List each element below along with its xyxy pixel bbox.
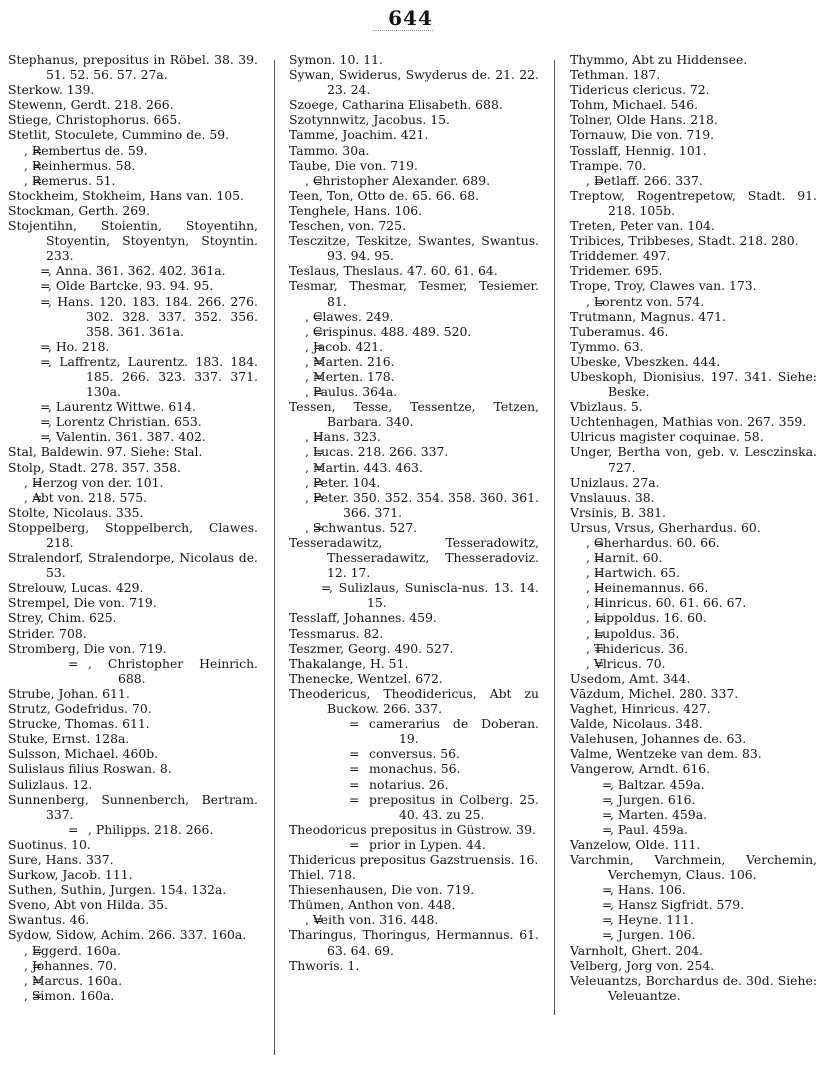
index-entry: Theodoricus prepositus in Güstrow. 39. — [289, 821, 536, 837]
index-entry: Tharingus, Thoringus, Hermannus. 61. 63. 64. 69. — [289, 927, 539, 958]
index-entry: Sydow, Sidow, Achim. 266. 337. 160a. — [8, 927, 247, 943]
index-entry: Thiesenhausen, Die von. 719. — [289, 882, 475, 898]
index-entry: Tuberamus. 46. — [570, 323, 669, 339]
index-entry: Thenecke, Wentzel. 672. — [289, 670, 443, 686]
index-subentry: = , Hinricus. 60. 61. 66. 67. — [570, 595, 817, 610]
index-subentry: = , Marten. 216. — [289, 354, 539, 369]
index-entry: Sywan, Swiderus, Swyderus de. 21. 22. 23. 24. — [289, 67, 539, 98]
index-subentry: = , Peter. 104. — [289, 475, 539, 490]
index-subentry: = , Gherhardus. 60. 66. — [570, 535, 817, 550]
index-subentry: = , Hansz Sigfridt. 579. — [570, 897, 817, 912]
index-subentry: = , Merten. 178. — [289, 369, 539, 384]
index-entry: Stolp, Stadt. 278. 357. 358. — [8, 459, 181, 475]
index-entry: Strey, Chim. 625. — [8, 610, 117, 626]
index-subentry: = , Simon. 160a. — [8, 988, 258, 1003]
index-entry: Stewenn, Gerdt. 218. 266. — [8, 97, 174, 113]
index-entry: Stuke, Ernst. 128a. — [8, 731, 130, 747]
index-entry: Tesmar, Thesmar, Tesmer, Tesiemer. 81. — [289, 278, 539, 309]
index-entry: Treptow, Rogentrepetow, Stadt. 91. 218. 105b. — [570, 187, 817, 218]
index-entry: Sulsson, Michael. 460b. — [8, 746, 159, 762]
index-column-3 — [570, 52, 817, 1003]
index-entry: Sveno, Abt von Hilda. 35. — [8, 897, 168, 913]
index-subentry: = , Peter. 350. 352. 354. 358. 360. 361. 366. 371. — [289, 490, 539, 520]
index-entry: Trampe. 70. — [570, 157, 647, 173]
index-entry: Surkow, Jacob. 111. — [8, 867, 133, 883]
index-entry: Unger, Bertha von, geb. v. Lesczinska. 727. — [570, 444, 817, 475]
index-entry: Taube, Die von. 719. — [289, 157, 418, 173]
index-subentry: = , Valentin. 361. 387. 402. — [8, 429, 258, 444]
index-entry: Tesseradawitz, Tesseradowitz, Thesseradawitz, Thesseradoviz. 12. 17. — [289, 535, 539, 581]
index-subentry: = , Jurgen. 616. — [570, 792, 817, 807]
index-subentry: = prior in Lypen. 44. — [289, 837, 539, 852]
index-subentry: = , Lorentz von. 574. — [570, 294, 817, 309]
index-entry: Sterkow. 139. — [8, 82, 95, 98]
column-separator-2 — [554, 60, 555, 1015]
index-entry: Tribices, Tribbeses, Stadt. 218. 280. — [570, 233, 799, 249]
index-entry: Tymmo. 63. — [570, 338, 644, 354]
index-entry: Szoege, Catharina Elisabeth. 688. — [289, 97, 503, 113]
index-subentry: = , Remerus. 51. — [8, 173, 258, 188]
index-entry: Teslaus, Theslaus. 47. 60. 61. 64. — [289, 263, 498, 279]
index-entry: Trutmann, Magnus. 471. — [570, 308, 726, 324]
index-entry: Stockheim, Stokheim, Hans van. 105. — [8, 187, 244, 203]
index-entry: Treten, Peter van. 104. — [570, 218, 715, 234]
index-entry: Sunnenberg, Sunnenberch, Bertram. 337. — [8, 791, 258, 822]
index-entry: Strutz, Godefridus. 70. — [8, 701, 152, 717]
index-entry: Szotynnwitz, Jacobus. 15. — [289, 112, 450, 128]
index-entry: Unizlaus. 27a. — [570, 474, 660, 490]
index-subentry: = , Lucas. 218. 266. 337. — [289, 444, 539, 459]
index-entry: Varchmin, Varchmein, Verchemin, Verchemyn, Claus. 106. — [570, 851, 817, 883]
header-rule — [373, 30, 433, 31]
index-entry: Stockman, Gerth. 269. — [8, 202, 150, 218]
index-subentry: = , Crispinus. 488. 489. 520. — [289, 324, 539, 339]
index-subentry: = prepositus in Colberg. 25. 40. 43. zu 25. — [289, 792, 539, 822]
index-entry: Swantus. 46. — [8, 912, 90, 928]
index-subentry: = , Detlaff. 266. 337. — [570, 173, 817, 188]
index-entry: Thymmo, Abt zu Hiddensee. — [570, 52, 748, 67]
index-entry: Thakalange, H. 51. — [289, 655, 409, 671]
index-subentry: = , Jacob. 421. — [289, 339, 539, 354]
index-entry: Tidericus clericus. 72. — [570, 82, 710, 98]
index-subentry: = , Johannes. 70. — [8, 958, 258, 973]
index-entry: Symon. 10. 11. — [289, 52, 383, 67]
index-entry: Vnslauus. 38. — [570, 489, 655, 505]
index-entry: Vaghet, Hinricus. 427. — [570, 701, 711, 717]
index-entry: Vangerow, Arndt. 616. — [570, 761, 711, 777]
index-entry: Stal, Baldewin. 97. Siehe: Stal. — [8, 444, 203, 460]
index-entry: Trope, Troy, Clawes van. 173. — [570, 278, 757, 294]
index-entry: Varnholt, Ghert. 204. — [570, 942, 703, 958]
index-entry: Strelouw, Lucas. 429. — [8, 580, 144, 596]
index-entry: Stiege, Christophorus. 665. — [8, 112, 182, 128]
index-entry: Tethman. 187. — [570, 67, 661, 83]
index-subentry: = , Laurentz Wittwe. 614. — [8, 399, 258, 414]
index-subentry: = , Lippoldus. 16. 60. — [570, 610, 817, 625]
index-subentry: = , Marten. 459a. — [570, 807, 817, 822]
index-subentry: = , Thidericus. 36. — [570, 641, 817, 656]
index-subentry: = , Heyne. 111. — [570, 912, 817, 927]
index-subentry: = notarius. 26. — [289, 777, 539, 792]
index-entry: Veleuantzs, Borchardus de. 30d. Siehe: Veleuantze. — [570, 972, 817, 1003]
index-subentry: = , Sulizlaus, Suniscla-nus. 13. 14. 15. — [289, 580, 539, 610]
index-entry: Stoppelberg, Stoppelberch, Clawes. 218. — [8, 519, 258, 550]
index-entry: Uchtenhagen, Mathias von. 267. 359. — [570, 414, 807, 430]
index-subentry: = , Clawes. 249. — [289, 309, 539, 324]
page-number: 644 — [388, 6, 433, 30]
index-entry: Thidericus prepositus Gazstruensis. 16. — [289, 851, 539, 867]
index-subentry: = , Anna. 361. 362. 402. 361a. — [8, 263, 258, 278]
index-column-2 — [289, 52, 539, 973]
index-entry: Tamme, Joachim. 421. — [289, 127, 429, 143]
index-subentry: = , Abt von. 218. 575. — [8, 490, 258, 505]
index-subentry: = , Hans. 106. — [570, 882, 817, 897]
index-subentry: = , Martin. 443. 463. — [289, 460, 539, 475]
index-subentry: = , Paulus. 364a. — [289, 384, 539, 399]
index-entry: Stephanus, prepositus in Röbel. 38. 39. 51. 52. 56. 57. 27a. — [8, 52, 258, 83]
index-subentry: = , Ho. 218. — [8, 339, 258, 354]
index-entry: Teschen, von. 725. — [289, 218, 407, 234]
index-subentry: = conversus. 56. — [289, 746, 539, 761]
index-entry: Tessen, Tesse, Tessentze, Tetzen, Barbara. 340. — [289, 399, 539, 430]
index-entry: Ubeske, Vbeszken. 444. — [570, 353, 721, 369]
index-subentry: = , Vlricus. 70. — [570, 656, 817, 671]
index-entry: Usedom, Amt. 344. — [570, 670, 691, 686]
index-entry: Ulricus magister coquinae. 58. — [570, 429, 764, 445]
index-entry: Vāzdum, Michel. 280. 337. — [570, 685, 739, 701]
index-subentry: = , Jurgen. 106. — [570, 927, 817, 942]
index-entry: Tridemer. 695. — [570, 263, 663, 279]
index-entry: Ursus, Vrsus, Gherhardus. 60. — [570, 519, 761, 535]
index-entry: Vanzelow, Olde. 111. — [570, 836, 701, 852]
index-entry: Thworis. 1. — [289, 957, 360, 973]
index-entry: Tessmarus. 82. — [289, 625, 384, 641]
index-subentry: = , Lupoldus. 36. — [570, 626, 817, 641]
index-entry: Thiel. 718. — [289, 867, 356, 883]
index-entry: Tenghele, Hans. 106. — [289, 202, 423, 218]
index-entry: Sulizlaus. 12. — [8, 776, 93, 792]
index-entry: Theodericus, Theodidericus, Abt zu Buckow. 266. 337. — [289, 685, 539, 717]
index-subentry: = , Harnit. 60. — [570, 550, 817, 565]
index-subentry: = , Heinemannus. 66. — [570, 580, 817, 595]
index-entry: Vrsinis, B. 381. — [570, 504, 666, 520]
index-subentry: = , Hans. 120. 183. 184. 266. 276. 302. 328. 337. 352. 356. 358. 361. 361a. — [8, 294, 258, 339]
index-entry: Teszmer, Georg. 490. 527. — [289, 640, 454, 656]
index-entry: Vbizlaus. 5. — [570, 399, 643, 415]
index-entry: Stromberg, Die von. 719. — [8, 640, 167, 656]
index-subentry: = , Veith von. 316. 448. — [289, 912, 539, 927]
index-entry: Suotinus. 10. — [8, 836, 91, 852]
index-entry: Strempel, Die von. 719. — [8, 595, 157, 611]
index-entry: Tesslaff, Johannes. 459. — [289, 610, 437, 626]
index-subentry: = , Lorentz Christian. 653. — [8, 414, 258, 429]
index-entry: Teen, Ton, Otto de. 65. 66. 68. — [289, 187, 480, 203]
index-entry: Strube, Johan. 611. — [8, 685, 130, 701]
index-subentry: = , Hartwich. 65. — [570, 565, 817, 580]
index-subentry: = , Hans. 323. — [289, 429, 539, 444]
column-separator-1 — [274, 60, 275, 1055]
index-subentry: = , Christopher Alexander. 689. — [289, 173, 539, 188]
index-entry: Sure, Hans. 337. — [8, 851, 114, 867]
index-entry: Tesczitze, Teskitze, Swantes, Swantus. 93. 94. 95. — [289, 233, 539, 264]
index-entry: Tammo. 30a. — [289, 142, 370, 158]
index-subentry: = camerarius de Doberan. 19. — [289, 716, 539, 746]
index-entry: Sulislaus filius Roswan. 8. — [8, 761, 172, 777]
index-entry: Tornauw, Die von. 719. — [570, 127, 715, 143]
index-subentry: = , Laffrentz, Laurentz. 183. 184. 185. 266. 323. 337. 371. 130a. — [8, 354, 258, 399]
index-entry: Valde, Nicolaus. 348. — [570, 716, 703, 732]
index-entry: Ubeskoph, Dionisius. 197. 341. Siehe: Beske. — [570, 368, 817, 400]
index-entry: Triddemer. 497. — [570, 248, 671, 264]
index-subentry: = , Olde Bartcke. 93. 94. 95. — [8, 278, 258, 293]
index-entry: Tosslaff, Hennig. 101. — [570, 142, 707, 158]
index-entry: Strucke, Thomas. 611. — [8, 716, 150, 732]
index-column-1 — [8, 52, 258, 1003]
index-subentry: = , Rembertus de. 59. — [8, 143, 258, 158]
index-entry: Valehusen, Johannes de. 63. — [570, 731, 747, 747]
index-entry: Valme, Wentzeke van dem. 83. — [570, 746, 762, 762]
index-subentry: = , Christopher Heinrich. 688. — [8, 656, 258, 686]
index-subentry: = monachus. 56. — [289, 761, 539, 776]
index-entry: Tolner, Olde Hans. 218. — [570, 112, 718, 128]
index-entry: Stralendorf, Stralendorpe, Nicolaus de. 53. — [8, 550, 258, 581]
index-entry: Strider. 708. — [8, 625, 87, 641]
index-subentry: = , Philipps. 218. 266. — [8, 822, 258, 837]
index-entry: Velberg, Jorg von. 254. — [570, 957, 715, 973]
index-entry: Stetlit, Stoculete, Cummino de. 59. — [8, 127, 230, 143]
index-entry: Thümen, Anthon von. 448. — [289, 897, 456, 913]
index-subentry: = , Schwantus. 527. — [289, 520, 539, 535]
index-entry: Tohm, Michael. 546. — [570, 97, 699, 113]
index-subentry: = , Baltzar. 459a. — [570, 777, 817, 792]
index-subentry: = , Paul. 459a. — [570, 822, 817, 837]
index-subentry: = , Marcus. 160a. — [8, 973, 258, 988]
index-subentry: = , Eggerd. 160a. — [8, 943, 258, 958]
index-entry: Stojentihn, Stoientin, Stoyentihn, Stoyentin, Stoyentyn, Stoyntin. 233. — [8, 218, 258, 264]
index-entry: Suthen, Suthin, Jurgen. 154. 132a. — [8, 882, 227, 898]
index-subentry: = , Herzog von der. 101. — [8, 475, 258, 490]
index-entry: Stolte, Nicolaus. 335. — [8, 504, 144, 520]
index-subentry: = , Reinhermus. 58. — [8, 158, 258, 173]
